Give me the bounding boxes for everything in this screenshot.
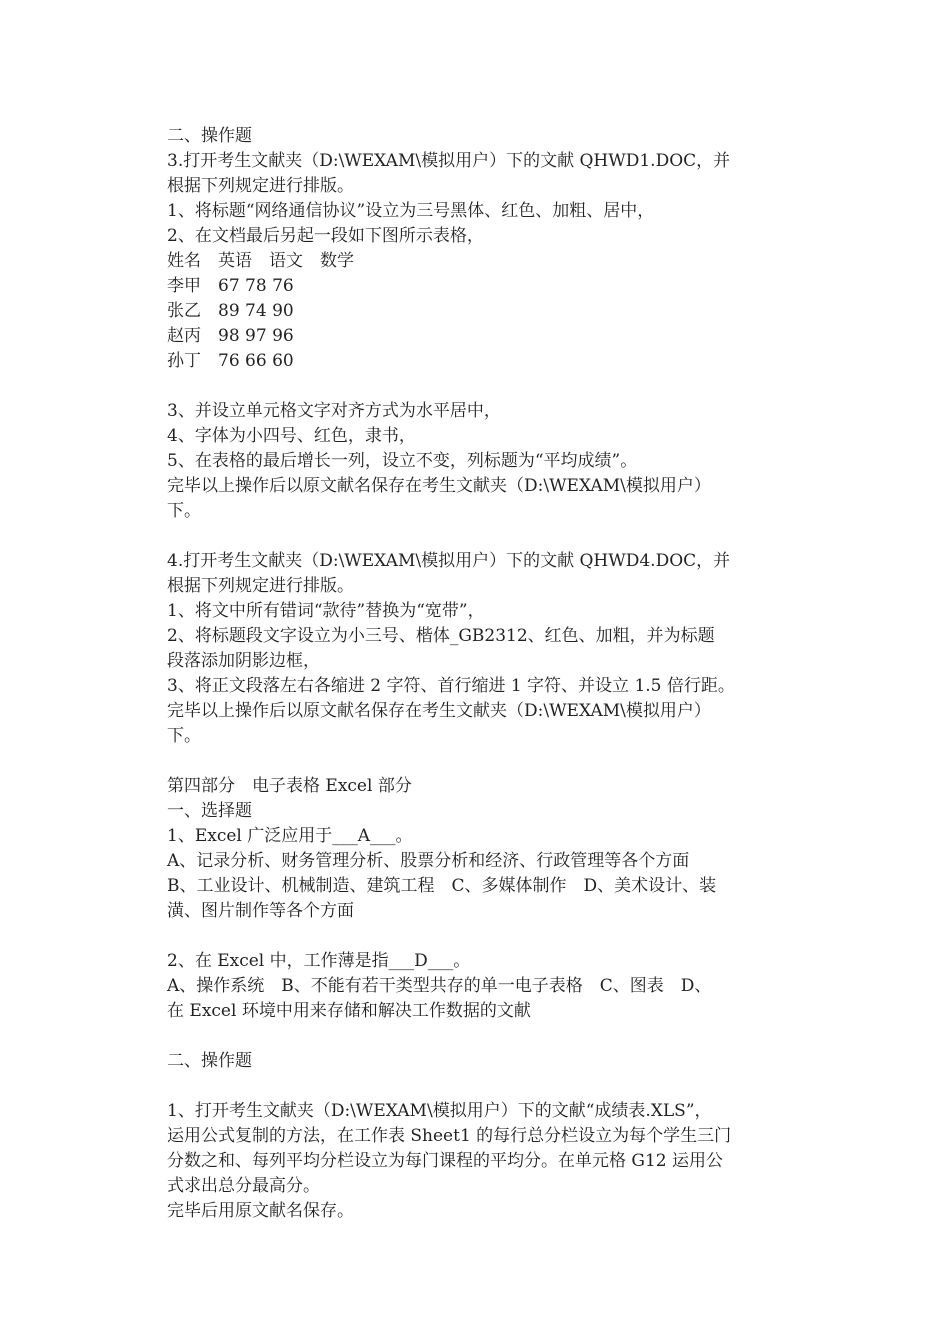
text-line: 式求出总分最高分。 — [167, 1176, 320, 1196]
text-line: 2、将标题段文字设立为小三号、楷体_GB2312、红色、加粗，并为标题 — [167, 626, 715, 646]
text-line: 段落添加阴影边框， — [167, 651, 320, 671]
text-line: 2、在文档最后另起一段如下图所示表格， — [167, 226, 484, 246]
text-line: 3、并设立单元格文字对齐方式为水平居中， — [167, 401, 501, 421]
text-line: 第四部分 电子表格 Excel 部分 — [167, 776, 412, 796]
text-line: 赵丙 98 97 96 — [167, 326, 294, 346]
text-line: 潢、图片制作等各个方面 — [167, 901, 354, 921]
text-line: 完毕以上操作后以原文献名保存在考生文献夹（D:\WEXAM\模拟用户） — [167, 476, 711, 496]
text-line: 张乙 89 74 90 — [167, 301, 294, 321]
text-line: 1、将标题“网络通信协议”设立为三号黑体、红色、加粗、居中， — [167, 201, 655, 221]
blank-line — [167, 1074, 797, 1099]
text-line: 根据下列规定进行排版。 — [167, 176, 354, 196]
blank-line — [167, 749, 797, 774]
text-line: 完毕以上操作后以原文献名保存在考生文献夹（D:\WEXAM\模拟用户） — [167, 701, 711, 721]
text-line: 3.打开考生文献夹（D:\WEXAM\模拟用户）下的文献 QHWD1.DOC，并 — [167, 151, 731, 171]
text-line: 下。 — [167, 501, 201, 521]
text-line: 姓名 英语 语文 数学 — [167, 251, 354, 271]
text-line: 李甲 67 78 76 — [167, 276, 294, 296]
text-line: 一、选择题 — [167, 801, 252, 821]
text-line: 1、打开考生文献夹（D:\WEXAM\模拟用户）下的文献“成绩表.XLS”， — [167, 1101, 712, 1121]
text-line: 完毕后用原文献名保存。 — [167, 1201, 354, 1221]
blank-line — [167, 924, 797, 949]
text-line: 二、操作题 — [167, 126, 252, 146]
blank-line — [167, 1024, 797, 1049]
text-line: 5、在表格的最后增长一列，设立不变，列标题为“平均成绩”。 — [167, 451, 638, 471]
text-line: 1、Excel 广泛应用于___A___。 — [167, 826, 413, 846]
text-line: 根据下列规定进行排版。 — [167, 576, 354, 596]
text-line: 下。 — [167, 726, 201, 746]
text-line: 孙丁 76 66 60 — [167, 351, 294, 371]
text-line: 1、将文中所有错词“款待”替换为“宽带”， — [167, 601, 485, 621]
text-line: 分数之和、每列平均分栏设立为每门课程的平均分。在单元格 G12 运用公 — [167, 1151, 724, 1171]
text-line: 3、将正文段落左右各缩进 2 字符、首行缩进 1 字符、并设立 1.5 倍行距。 — [167, 676, 735, 696]
text-line: 2、在 Excel 中，工作薄是指___D___。 — [167, 951, 471, 971]
blank-line — [167, 524, 797, 549]
text-line: A、操作系统 B、不能有若干类型共存的单一电子表格 C、图表 D、 — [167, 976, 712, 996]
text-line: B、工业设计、机械制造、建筑工程 C、多媒体制作 D、美术设计、装 — [167, 876, 717, 896]
document-page — [167, 124, 797, 1224]
text-line: 在 Excel 环境中用来存储和解决工作数据的文献 — [167, 1001, 531, 1021]
text-line: 二、操作题 — [167, 1051, 252, 1071]
text-line: 4、字体为小四号、红色，隶书， — [167, 426, 416, 446]
text-line: 4.打开考生文献夹（D:\WEXAM\模拟用户）下的文献 QHWD4.DOC，并 — [167, 551, 731, 571]
blank-line — [167, 374, 797, 399]
text-line: A、记录分析、财务管理分析、股票分析和经济、行政管理等各个方面 — [167, 851, 690, 871]
text-line: 运用公式复制的方法，在工作表 Sheet1 的每行总分栏设立为每个学生三门 — [167, 1126, 732, 1146]
